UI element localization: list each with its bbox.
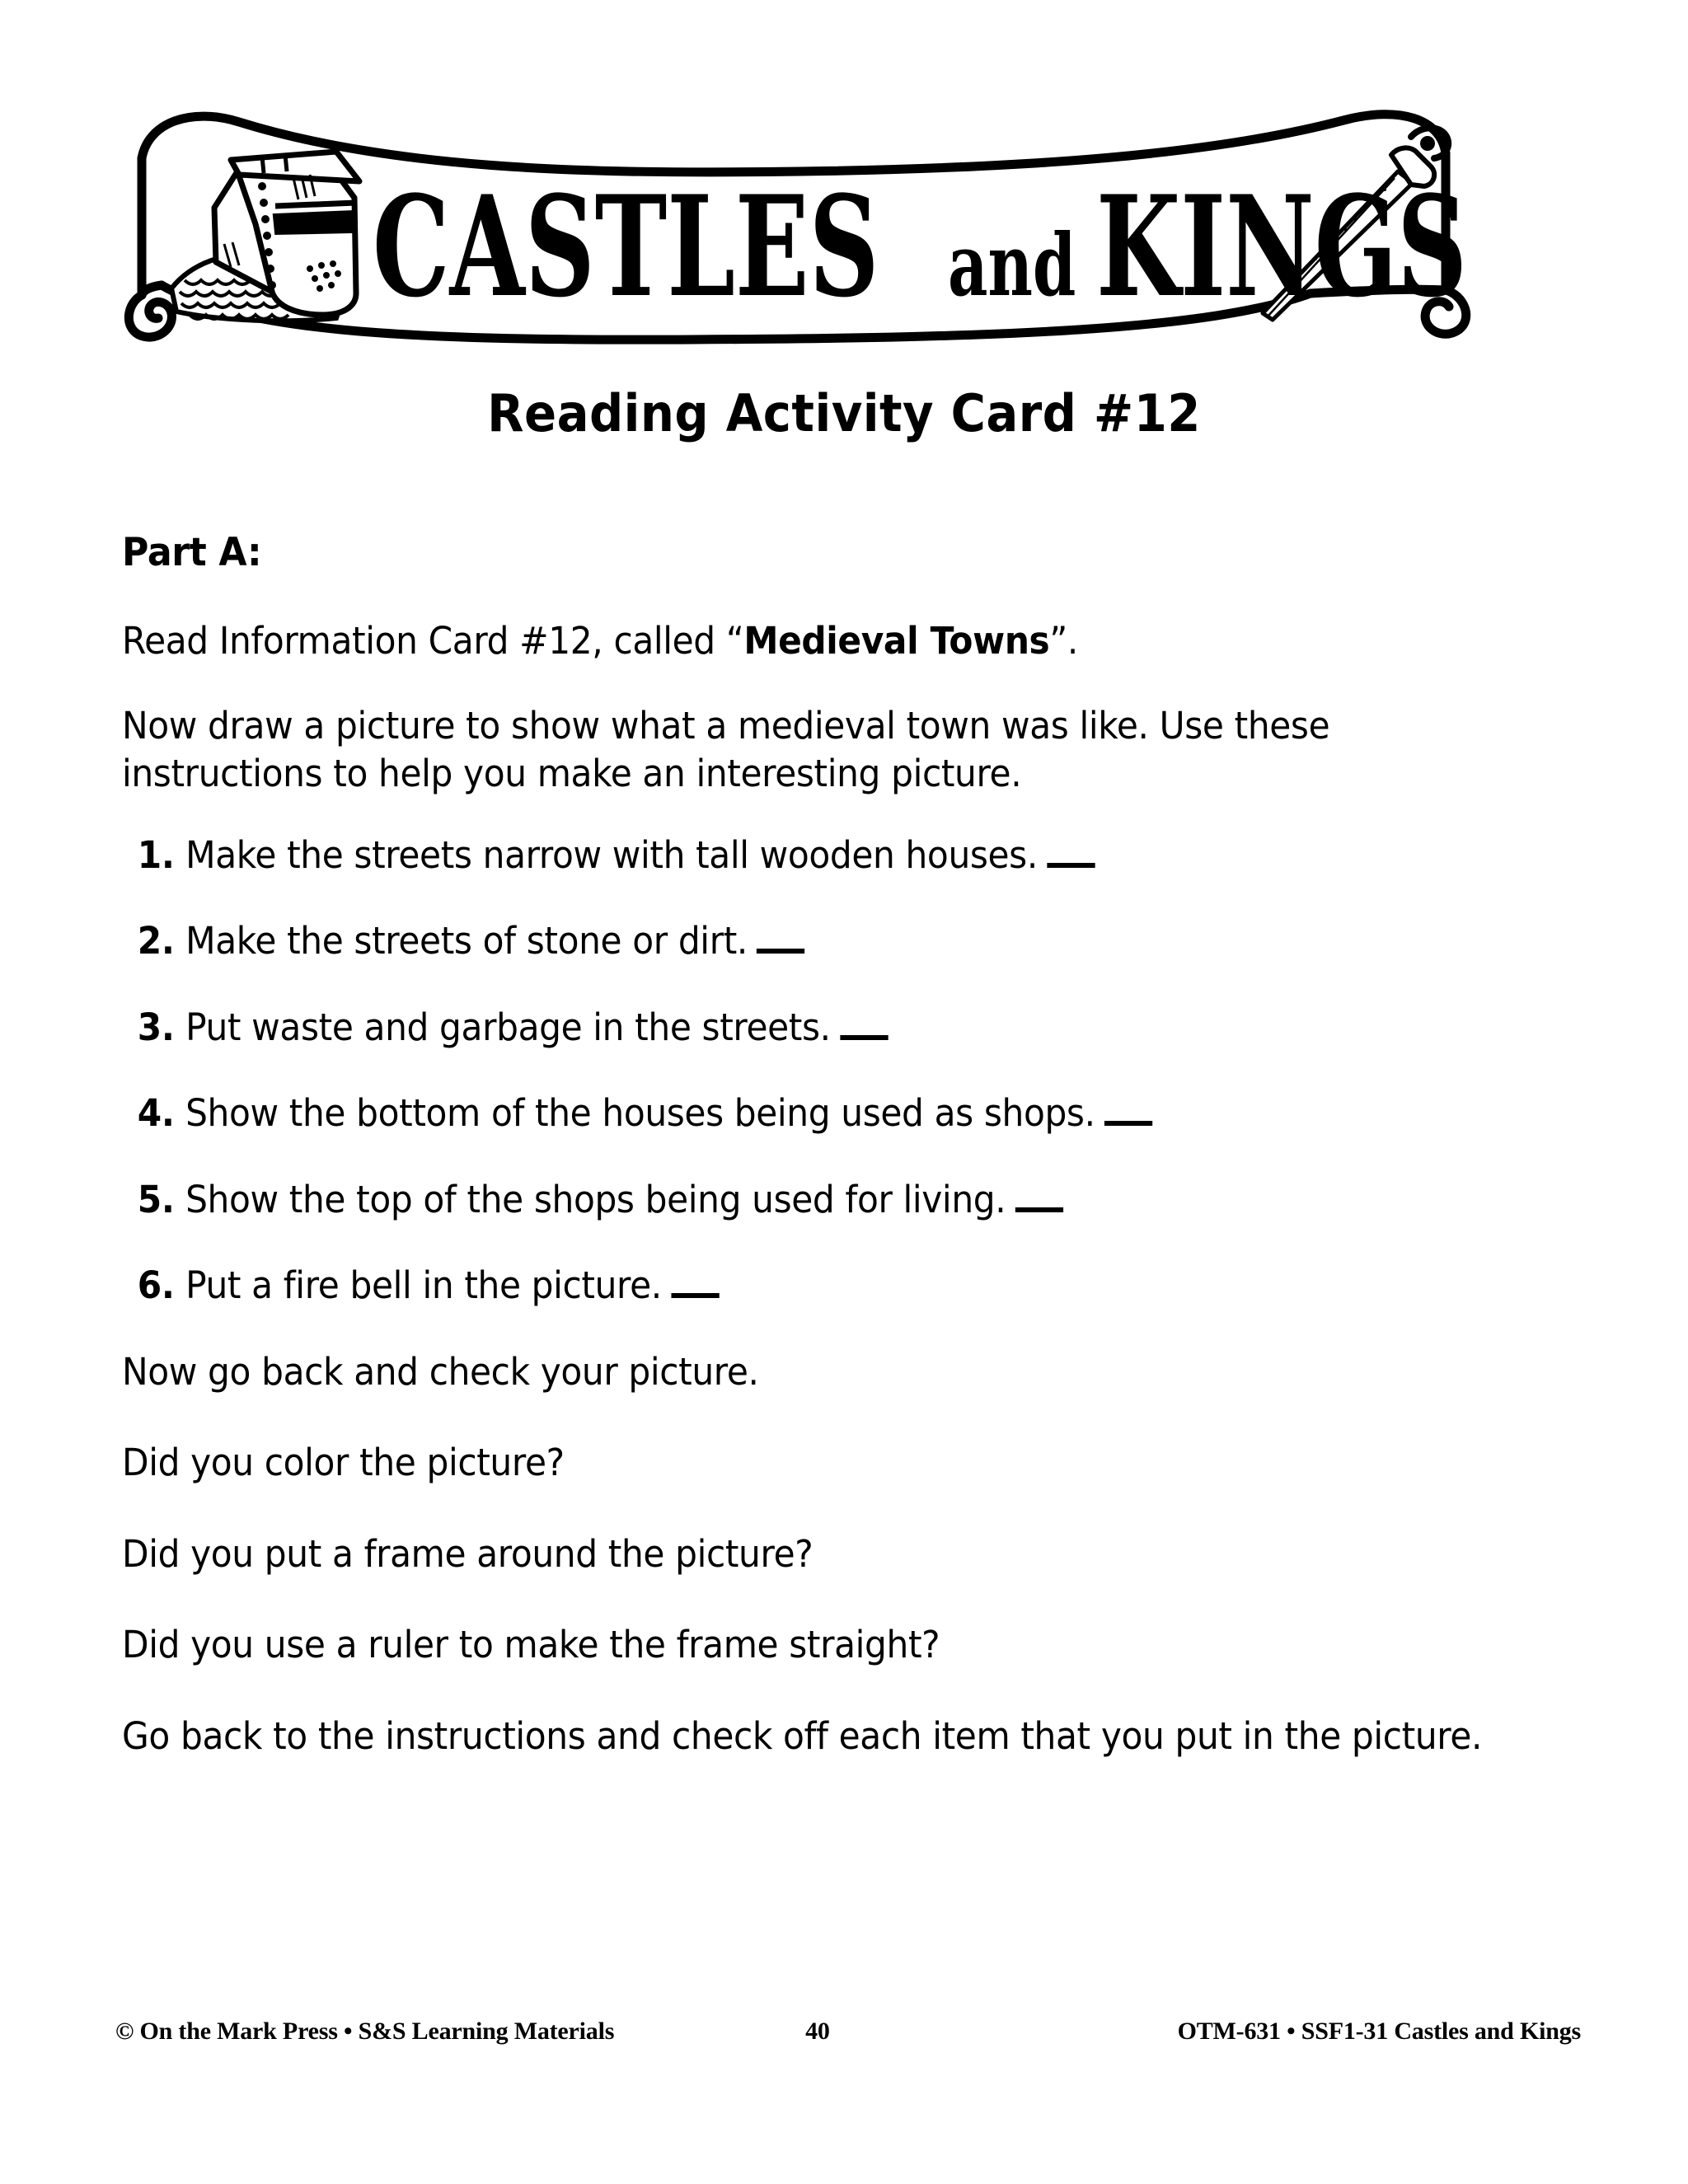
checkoff-blank[interactable]	[1015, 1207, 1063, 1212]
sword-pommel-jewel	[1420, 136, 1435, 151]
instruction-list	[122, 832, 1573, 1310]
list-item	[122, 1176, 1485, 1225]
scroll-curl-left	[129, 285, 171, 337]
checkoff-blank[interactable]	[671, 1293, 719, 1298]
helmet-crown-band	[231, 152, 359, 181]
knight-helmet-icon	[171, 152, 359, 321]
banner-word-kings: KINGS	[1096, 166, 1468, 329]
banner-word-castles: CASTLES	[373, 166, 879, 329]
list-item-text: Show the bottom of the houses being used as shops.	[185, 1091, 1095, 1136]
checkoff-blank[interactable]	[1104, 1121, 1152, 1126]
list-item-text: Make the streets of stone or dirt.	[185, 919, 748, 963]
checkoff-blank[interactable]	[840, 1035, 888, 1040]
footer-product-code: OTM-631 • SSF1-31 Castles and Kings	[1177, 2018, 1581, 2045]
list-item-text: Put waste and garbage in the streets.	[185, 1005, 831, 1049]
list-item	[122, 832, 1485, 880]
helmet-eye-slit	[275, 213, 354, 232]
read-line-prefix: Read Information Card #12, called “	[122, 619, 744, 663]
list-item-text: Put a fire bell in the picture.	[185, 1263, 662, 1308]
banner-title-text	[373, 166, 1467, 329]
list-item-number: 3.	[137, 1005, 175, 1049]
draw-instruction-paragraph: Now draw a picture to show what a medieval town was like. Use these instructions to help you make an interesting picture.	[122, 703, 1330, 796]
list-item-text: Make the streets narrow with tall wooden houses.	[185, 832, 1038, 877]
part-label: Part A:	[122, 530, 262, 575]
worksheet-body	[122, 527, 1573, 1760]
checkoff-blank[interactable]	[1047, 863, 1095, 868]
title-banner	[115, 82, 1566, 346]
list-item-number: 2.	[137, 919, 175, 963]
list-item-number: 4.	[137, 1091, 175, 1136]
closing-line: Did you use a ruler to make the frame straight?	[122, 1623, 940, 1667]
list-item	[122, 1090, 1485, 1138]
closing-line: Go back to the instructions and check off each item that you put in the picture.	[122, 1713, 1483, 1758]
list-item	[122, 1004, 1485, 1052]
footer-page-number: 40	[805, 2018, 830, 2045]
footer-copyright: © On the Mark Press • S&S Learning Materials	[115, 2018, 615, 2045]
closing-line: Did you put a frame around the picture?	[122, 1531, 814, 1576]
page-footer	[115, 2018, 1581, 2046]
page-title: Reading Activity Card #12	[487, 383, 1201, 443]
checkoff-blank[interactable]	[757, 949, 804, 954]
list-item-number: 1.	[137, 832, 175, 877]
list-item	[122, 1262, 1485, 1310]
list-item	[122, 917, 1485, 966]
closing-questions	[122, 1348, 1573, 1761]
banner-scroll-graphic	[115, 82, 1566, 346]
read-line-suffix: ”.	[1049, 619, 1078, 663]
closing-line: Did you color the picture?	[122, 1441, 565, 1485]
list-item-text: Show the top of the shops being used for living.	[185, 1177, 1006, 1221]
banner-word-and: and	[948, 215, 1076, 316]
information-card-name: Medieval Towns	[743, 619, 1050, 663]
list-item-number: 6.	[137, 1263, 175, 1308]
closing-line: Now go back and check your picture.	[122, 1349, 759, 1394]
read-information-line	[122, 617, 1485, 666]
list-item-number: 5.	[137, 1177, 175, 1221]
